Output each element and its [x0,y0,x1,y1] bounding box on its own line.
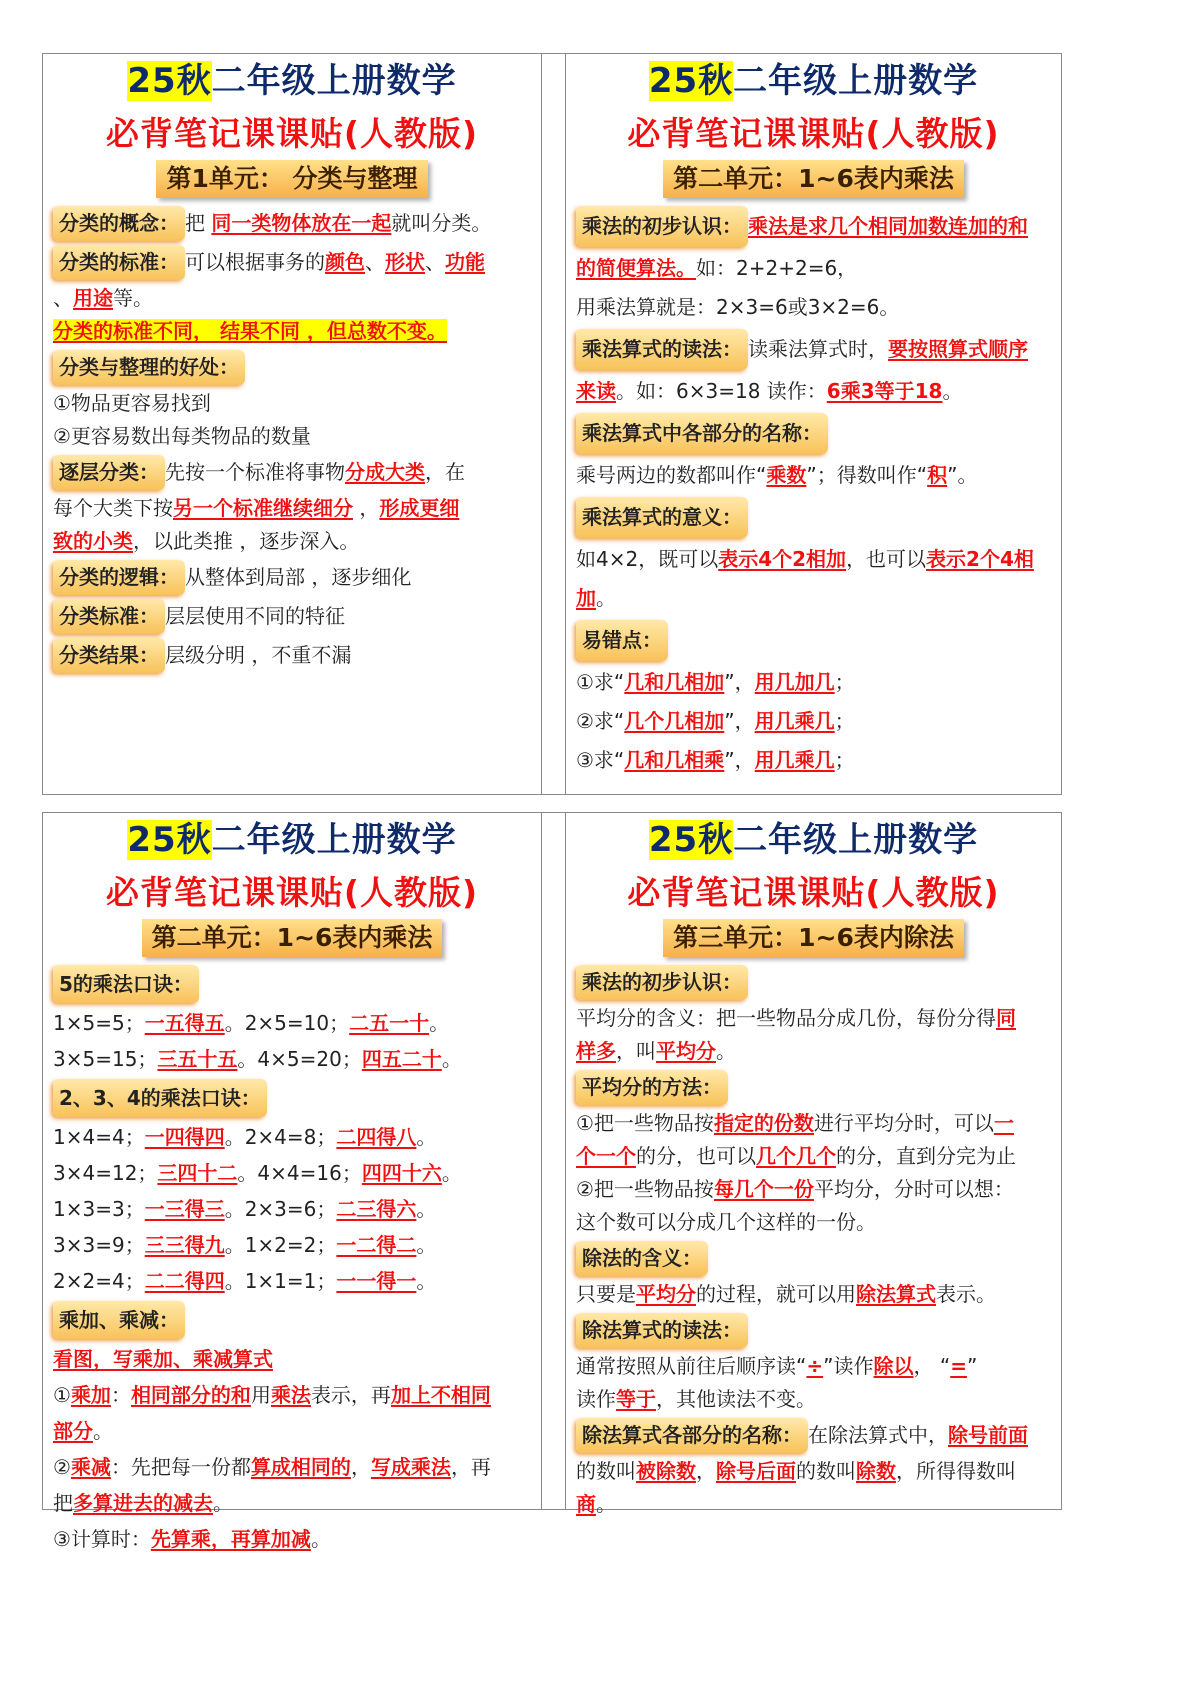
body-text: 通常按照从前往后顺序读“ [576,1354,807,1378]
body-text: ，叫 [616,1039,656,1063]
body-text: ”， [724,748,755,772]
note-line [576,963,1053,1002]
note-line [53,1377,533,1413]
body-text: 。 [596,1492,616,1516]
body-text: 。 [310,1527,331,1551]
unit-banner: 第二单元：1~6表内乘法 [142,919,443,957]
note-line [576,741,1053,780]
body-text: ②求“ [576,709,625,733]
title-season-badge: 25秋 [648,820,734,860]
key-point: ÷ [806,1354,824,1378]
note-line [53,558,533,597]
body-text: 2×2=4； [53,1269,145,1293]
key-point: 相同部分的和 [130,1383,251,1407]
body-text: 进行平均分时，可以 [813,1111,994,1135]
key-point: 等于 [616,1387,656,1411]
key-point: 算成相同的 [250,1455,351,1479]
key-point: 加上不相同 [390,1383,491,1407]
key-point: 除号后面 [716,1459,796,1483]
body-text: ， [353,496,380,520]
key-point: 几和几相乘 [624,748,725,772]
body-text: 平均分的含义：把一些物品分成几份，每份分得 [576,1006,996,1030]
note-line [576,372,1053,411]
body-text: 的分，直到分完为止 [836,1144,1016,1168]
section-label: 5的乘法口诀： [53,965,199,1003]
body-text: 。 [441,1161,462,1185]
card-title [566,60,1061,102]
body-text: 。 [416,1269,437,1293]
note-line [53,387,533,420]
body-text: 。1×2=2； [224,1233,337,1257]
body-text: ，所得得数叫 [896,1459,1016,1483]
note-line [576,1068,1053,1107]
title-text: 二年级上册数学 [211,61,457,101]
key-point: 除号前面 [948,1423,1028,1447]
divider [542,53,565,795]
card-body [566,198,1061,780]
note-line [53,1077,533,1119]
key-point: 先算乘，再算加减 [150,1527,311,1551]
key-point: 一四得四 [144,1125,225,1149]
body-text: 用乘法算就是：2×3=6或3×2=6。 [576,295,900,319]
note-card-unit2-part1 [565,53,1062,795]
card-body [43,957,541,1557]
section-label: 分类与整理的好处： [53,350,245,385]
note-line [576,579,1053,618]
note-line [576,1350,1053,1383]
key-point: 几和几相加 [624,670,725,694]
body-text: 。 [416,1233,437,1257]
body-text: 的过程，就可以用 [696,1282,856,1306]
body-text: ③计算时： [53,1527,151,1551]
key-point: 颜色 [325,250,365,274]
body-text: 3×4=12； [53,1161,158,1185]
note-line [53,1005,533,1041]
body-text: 在除法算式中， [808,1423,948,1447]
note-line [576,663,1053,702]
body-text: 。4×4=16； [237,1161,362,1185]
card-body [43,198,541,675]
body-text: 、 [425,250,445,274]
note-line [53,525,533,558]
note-line [576,204,1053,249]
body-text: ①把一些物品按 [576,1111,714,1135]
key-point: 二三得六 [336,1197,417,1221]
body-text: 。1×1=1； [224,1269,337,1293]
title-season-badge: 25秋 [648,61,734,101]
key-point: 每几个一份 [713,1177,814,1201]
body-text: ”， [724,670,755,694]
note-line [53,636,533,675]
section-label: 平均分的方法： [576,1070,728,1105]
note-line [53,597,533,636]
body-text: ， “ [913,1354,951,1378]
body-text: 。 [429,1011,450,1035]
note-line [53,204,533,243]
note-card-unit3 [565,812,1062,1516]
key-point: 积 [927,463,948,487]
key-point: 二二得四 [144,1269,225,1293]
key-point: 二四得八 [336,1125,417,1149]
body-text: ， [696,1459,716,1483]
body-text: 表示。 [936,1282,996,1306]
body-text: ，其他读法不变。 [656,1387,816,1411]
note-line [53,1263,533,1299]
key-point: 用途 [73,286,113,310]
key-point: 多算进去的减去 [73,1491,213,1515]
section-label: 除法的含义： [576,1241,708,1276]
section-label: 分类的逻辑： [53,560,185,595]
body-text: 把 [185,211,212,235]
body-text: 3×3=9； [53,1233,145,1257]
body-text: 用 [250,1383,271,1407]
body-text: 从整体到局部 ，逐步细化 [185,565,412,589]
note-line [576,1239,1053,1278]
body-text: 。2×3=6； [224,1197,337,1221]
title-text: 二年级上册数学 [733,820,979,860]
body-text: 读作 [576,1387,616,1411]
key-point: 表示4个2相加 [718,547,847,571]
body-text: ； [834,748,855,772]
note-line [576,495,1053,540]
note-line [576,1002,1053,1035]
key-point: 乘法是求几个相同加数连加的和 [748,214,1028,238]
card-subtitle: 必背笔记课课贴(人教版) [627,114,1000,153]
body-text: ； [834,709,855,733]
key-point: 除数 [856,1459,896,1483]
body-text: 。 [93,1419,113,1443]
key-point: 除法算式 [856,1282,936,1306]
note-line [576,1488,1053,1521]
body-text: 。4×5=20； [237,1047,362,1071]
key-point: 二五一十 [349,1011,430,1035]
body-text: 。 [942,379,963,403]
note-line [53,1449,533,1485]
section-label: 乘法算式的读法： [576,329,748,370]
section-label: 分类的标准： [53,245,185,280]
section-label: 逐层分类： [53,455,165,490]
unit-banner: 第二单元：1~6表内乘法 [663,160,964,198]
section-label: 易错点： [576,620,668,661]
body-text: 。 [416,1125,437,1149]
key-point: 形成更细 [379,496,460,520]
body-text: ①物品更容易找到 [53,391,211,415]
note-line [53,963,533,1005]
body-text: ① [53,1383,71,1407]
body-text: 。 [416,1197,437,1221]
section-label: 分类结果： [53,638,165,673]
note-line [53,1521,533,1557]
body-text: 。 [596,586,616,610]
body-text: ”读作 [823,1354,874,1378]
body-text: 平均分，分时可以想： [813,1177,1014,1201]
body-text: 的数叫 [796,1459,856,1483]
note-line [576,1107,1053,1140]
title-text: 二年级上册数学 [733,61,979,101]
body-text: 表示，再 [310,1383,391,1407]
note-line [576,456,1053,495]
note-line [576,540,1053,579]
note-line [53,315,533,348]
key-point: 个一个 [576,1144,636,1168]
section-label: 除法算式各部分的名称： [576,1418,808,1453]
note-line [53,492,533,525]
body-text: 只要是 [576,1282,636,1306]
key-point: 同一类物体放在一起 [211,211,392,235]
body-text: 。2×4=8； [224,1125,337,1149]
key-point: 四五二十 [361,1047,442,1071]
title-text: 二年级上册数学 [211,820,457,860]
highlight-text: 分类的标准不同， 结果不同 ，但总数不变。 [53,319,447,343]
body-text: 就叫分类。 [391,211,492,235]
key-point: 写成乘法 [370,1455,451,1479]
note-line [576,1278,1053,1311]
key-point: 样多 [576,1039,616,1063]
body-text: 可以根据事务的 [185,250,325,274]
body-text: ”。 [947,463,978,487]
body-text: 的分，也可以 [636,1144,756,1168]
key-point: 平均分 [636,1282,696,1306]
note-line [53,348,533,387]
body-text: 读乘法算式时， [748,337,888,361]
unit-banner: 第三单元：1~6表内除法 [663,919,964,957]
note-line [576,702,1053,741]
key-point: 功能 [445,250,485,274]
note-line [576,1416,1053,1455]
body-text: 每个大类下按 [53,496,173,520]
card-body [566,957,1061,1521]
note-line [53,243,533,282]
note-line [576,327,1053,372]
body-text: 3×5=15； [53,1047,158,1071]
key-point: 的简便算法。 [576,256,696,280]
key-point: 几个几相加 [624,709,725,733]
note-line [576,411,1053,456]
key-point: 三三得九 [144,1233,225,1257]
body-text: ，在 [425,460,465,484]
key-point: 三五十五 [157,1047,238,1071]
card-subtitle: 必背笔记课课贴(人教版) [627,873,1000,912]
section-label: 除法算式的读法： [576,1313,748,1348]
body-text: 。 [716,1039,736,1063]
body-text: 如4×2，既可以 [576,547,719,571]
body-text: 乘号两边的数都叫作“ [576,463,767,487]
note-line [53,1191,533,1227]
key-point: 乘法 [270,1383,311,1407]
note-line [576,1206,1053,1239]
body-text: 。 [441,1047,462,1071]
card-title [566,819,1061,861]
key-point: 加 [576,586,596,610]
note-line [576,1140,1053,1173]
note-line [53,1299,533,1341]
body-text: ， [350,1455,371,1479]
note-line [576,618,1053,663]
section-label: 2、3、4的乘法口诀： [53,1079,267,1117]
note-line [576,249,1053,288]
body-text: ② [53,1455,71,1479]
note-line [576,1455,1053,1488]
section-label: 分类的概念： [53,206,185,241]
card-subtitle: 必背笔记课课贴(人教版) [105,873,479,912]
body-text: 的数叫 [576,1459,636,1483]
title-season-badge: 25秋 [127,820,212,860]
key-point: 6乘3等于18 [826,379,943,403]
body-text: ：先把每一份都 [110,1455,251,1479]
note-card-unit2-part2 [42,812,542,1551]
section-label: 乘法算式中各部分的名称： [576,413,828,454]
key-point: 一二得二 [336,1233,417,1257]
key-point: 分成大类 [345,460,425,484]
body-text: ②更容易数出每类物品的数量 [53,424,311,448]
key-point: 形状 [385,250,425,274]
key-point: 乘数 [766,463,807,487]
body-text: ”， [724,709,755,733]
section-label: 乘法的初步认识： [576,206,748,247]
card-title [43,60,541,102]
key-point: 一五得五 [144,1011,225,1035]
body-text: 1×4=4； [53,1125,145,1149]
key-point: 乘加 [70,1383,111,1407]
key-point: = [950,1354,967,1378]
key-point: 来读 [576,379,616,403]
key-point: 四四十六 [361,1161,442,1185]
body-text: 层级分明 ，不重不漏 [165,643,352,667]
key-point: 几个几个 [756,1144,836,1168]
key-point: 表示2个4相 [926,547,1034,571]
note-line [53,1155,533,1191]
note-line [53,1341,533,1377]
key-point: 用几乘几 [754,709,835,733]
key-point: 被除数 [636,1459,696,1483]
section-label: 乘加、乘减： [53,1301,185,1339]
body-text: 层层使用不同的特征 [165,604,345,628]
body-text: 、 [53,286,73,310]
body-text: ，以此类推 ，逐步深入。 [133,529,360,553]
note-line [576,1311,1053,1350]
key-point: 看图，写乘加、乘减算式 [53,1347,273,1371]
body-text: ①求“ [576,670,625,694]
note-line [53,282,533,315]
note-line [53,1413,533,1449]
key-point: 一 [993,1111,1014,1135]
note-card-unit1 [42,53,542,795]
note-line [576,1173,1053,1206]
key-point: 要按照算式顺序 [888,337,1028,361]
key-point: 一一得一 [336,1269,417,1293]
note-line [576,1383,1053,1416]
body-text: ，再 [450,1455,491,1479]
note-line [53,453,533,492]
key-point: 除以 [873,1354,914,1378]
key-point: 一三得三 [144,1197,225,1221]
key-point: 用几加几 [754,670,835,694]
body-text: 先按一个标准将事物 [165,460,345,484]
divider [542,812,565,1510]
note-line [53,1119,533,1155]
key-point: 平均分 [656,1039,716,1063]
note-line [576,1035,1053,1068]
body-text: 1×3=3； [53,1197,145,1221]
key-point: 用几乘几 [754,748,835,772]
card-subtitle: 必背笔记课课贴(人教版) [105,114,479,153]
note-line [576,288,1053,327]
section-label: 乘法算式的意义： [576,497,748,538]
body-text: 。2×5=10； [224,1011,350,1035]
title-season-badge: 25秋 [127,61,212,101]
body-text: 。如：6×3=18 读作： [616,379,827,403]
body-text: 、 [365,250,385,274]
key-point: 致的小类 [53,529,133,553]
body-text: 1×5=5； [53,1011,145,1035]
body-text: ”；得数叫作“ [806,463,928,487]
key-point: 三四十二 [157,1161,238,1185]
body-text: ” [967,1354,978,1378]
body-text: ； [834,670,855,694]
body-text: 这个数可以分成几个这样的一份。 [576,1210,876,1234]
section-label: 分类标准： [53,599,165,634]
key-point: 商 [576,1492,596,1516]
key-point: 指定的份数 [713,1111,814,1135]
key-point: 同 [996,1006,1016,1030]
key-point: 另一个标准继续细分 [173,496,353,520]
section-label: 乘法的初步认识： [576,965,748,1000]
body-text: ②把一些物品按 [576,1177,714,1201]
key-point: 部分 [53,1419,93,1443]
body-text: 。 [213,1491,233,1515]
body-text: ： [110,1383,131,1407]
body-text: ，也可以 [846,547,927,571]
note-line [53,420,533,453]
body-text: 如：2+2+2=6， [696,256,858,280]
note-line [53,1041,533,1077]
key-point: 乘减 [70,1455,111,1479]
note-line [53,1485,533,1521]
card-title [43,819,541,861]
unit-banner: 第1单元： 分类与整理 [156,160,427,198]
body-text: 把 [53,1491,73,1515]
body-text: 等。 [113,286,153,310]
body-text: ③求“ [576,748,625,772]
note-line [53,1227,533,1263]
